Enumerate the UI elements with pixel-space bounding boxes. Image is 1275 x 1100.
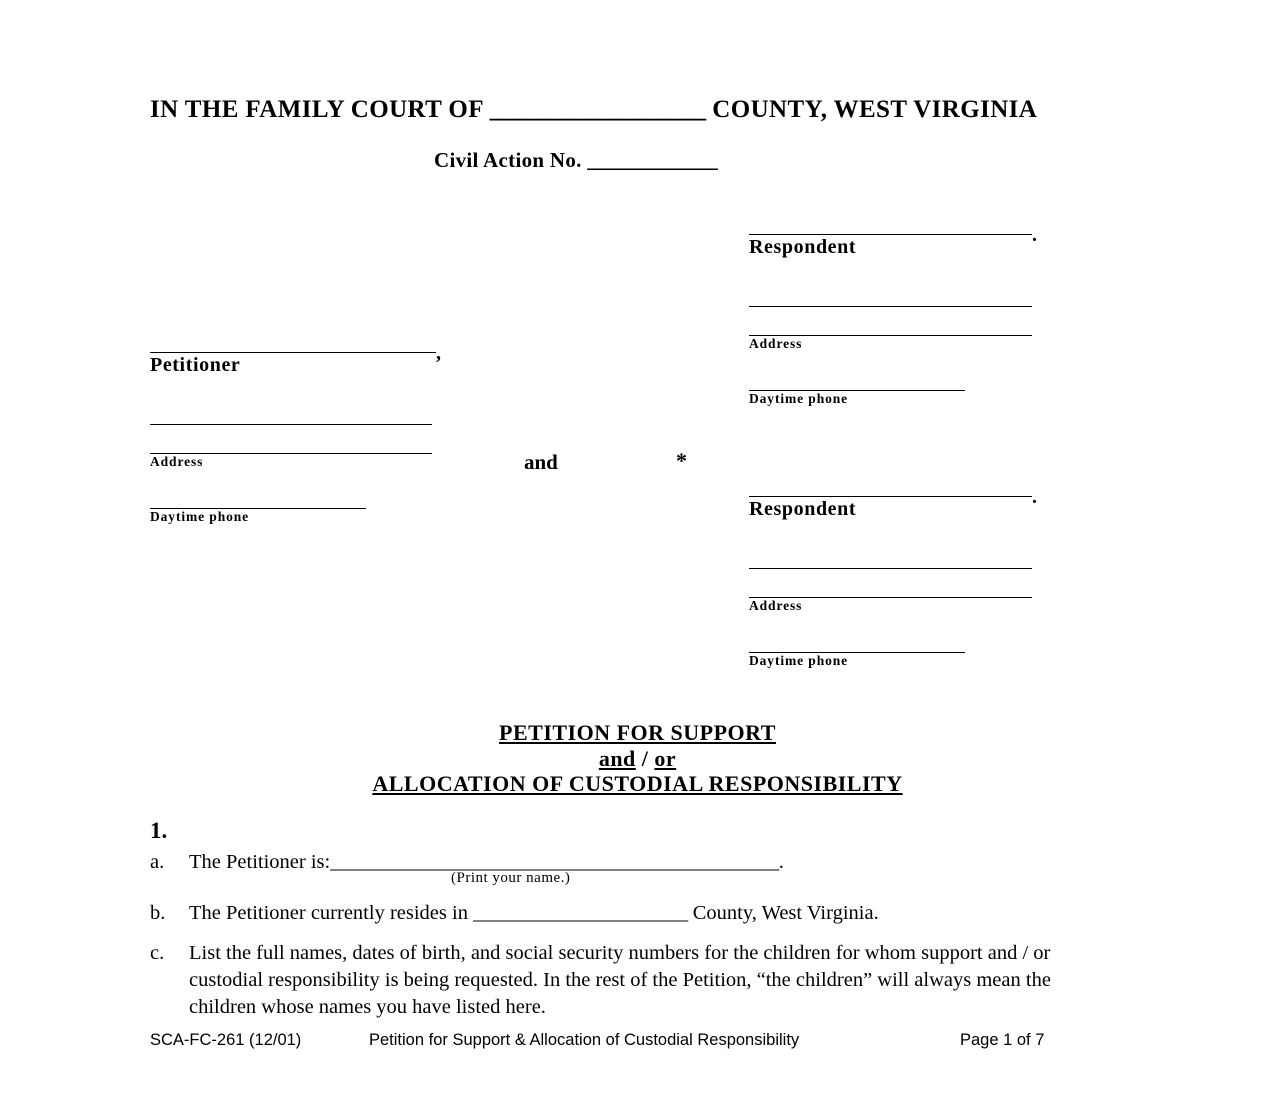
respondent-1-name-row: . [749,234,1049,235]
civil-action-line [434,148,717,173]
petitioner-address-blank-1[interactable] [150,424,432,425]
item-a [150,849,1110,876]
respondent-1-name-blank[interactable] [749,234,1032,235]
court-heading-suffix: COUNTY, WEST VIRGINIA [712,96,1038,123]
civil-action-label: Civil Action No. [434,148,582,172]
item-b-body [189,900,1110,927]
respondent-1-address-label: Address [749,336,803,351]
item-a-body [189,849,1110,876]
footer-page-number: Page 1 of 7 [960,1031,1045,1049]
document-title-line-1 [0,720,1275,746]
document-title-text-1: PETITION FOR SUPPORT [499,720,776,745]
item-b-text-before: The Petitioner currently resides in [189,902,468,924]
petitioner-role-label: Petitioner [150,354,241,376]
respondent-block-2 [749,486,1049,669]
respondent-2-name-row: . [749,496,1049,497]
respondent-2-phone-label: Daytime phone [749,652,849,668]
respondent-1-phone-label: Daytime phone [749,390,849,406]
parties-conjunction: and [524,450,558,474]
document-title-or: or [654,746,677,771]
civil-action-blank[interactable]: _____________ [587,148,718,172]
item-a-marker: a. [150,851,165,873]
item-c-body: List the full names, dates of birth, and social security numbers for the children for whom support and / or custodial responsibility is being requested. In the rest of the Petition, “the children” will always mean the children whose names you have listed here. [189,942,1051,1019]
footnote-asterisk: * [676,448,687,473]
item-b [150,900,1110,927]
respondent-1-role-label: Respondent [749,236,857,258]
item-b-marker: b. [150,902,166,924]
petitioner-phone-label: Daytime phone [150,508,250,524]
respondent-1-address-blank-1[interactable] [749,306,1032,307]
petitioner-address-label: Address [150,454,204,469]
item-b-county-blank[interactable]: ______________________ [473,902,688,924]
petitioner-name-blank[interactable] [150,352,436,353]
document-title-line-3 [0,771,1275,797]
document-title-text-3: ALLOCATION OF CUSTODIAL RESPONSIBILITY [372,771,903,796]
item-c-marker: c. [150,942,165,964]
petitioner-name-row: , [150,352,450,353]
item-a-print-hint: (Print your name.) [451,870,571,886]
respondent-2-role-label: Respondent [749,498,857,520]
respondent-block-1 [749,224,1049,407]
respondent-2-address-label: Address [749,598,803,613]
section-number-1: 1. [150,818,168,843]
footer-form-title: Petition for Support & Allocation of Custodial Responsibility [369,1031,800,1049]
item-c [150,940,1100,1021]
item-a-text-after: . [778,851,784,873]
document-title-slash: / [641,746,649,771]
document-title-and: and [598,746,636,771]
item-b-text-after: County, West Virginia. [692,902,879,924]
document-title-line-2 [0,746,1275,772]
respondent-2-address-blank-1[interactable] [749,568,1032,569]
footer-form-code: SCA-FC-261 (12/01) [150,1031,302,1049]
item-a-name-blank[interactable]: ______________________________________________ [330,851,779,873]
petitioner-block [150,342,450,525]
court-heading-prefix: IN THE FAMILY COURT OF [150,96,483,123]
court-heading [150,96,1110,124]
county-blank[interactable]: __________________ [489,96,706,123]
item-a-text-before: The Petitioner is: [189,851,331,873]
respondent-2-name-blank[interactable] [749,496,1032,497]
